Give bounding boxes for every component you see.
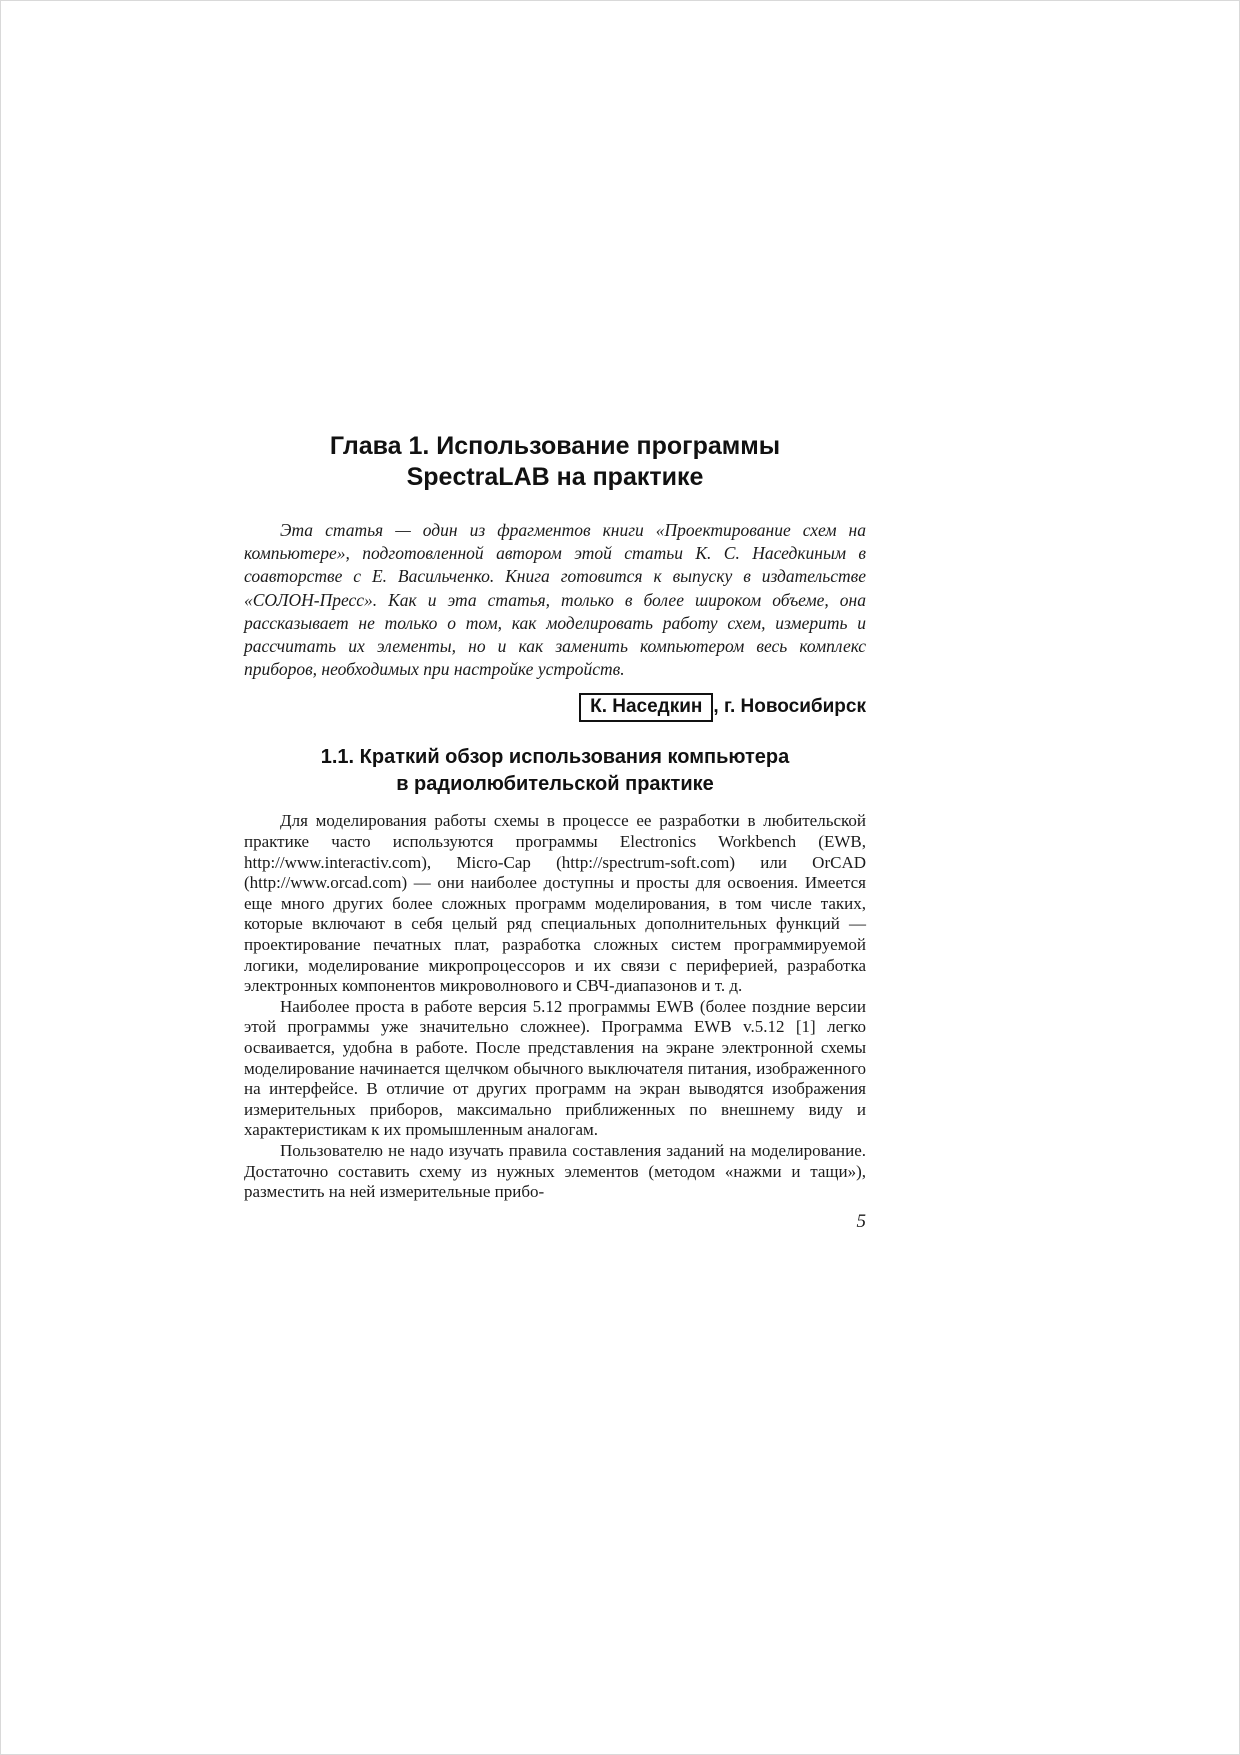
text-block bbox=[244, 1, 866, 1233]
body-text bbox=[244, 811, 866, 1202]
author-location: , г. Новосибирск bbox=[713, 696, 866, 718]
section-heading-line-2: в радиолюбительской практике bbox=[396, 773, 714, 796]
section-heading-line-1: 1.1. Краткий обзор использования компьютера bbox=[320, 746, 790, 769]
paragraph-3: Пользователю не надо изучать правила составления заданий на моделирование. Достаточно составить схему из нужных элементов (методом «нажми и тащи»), разместить на ней измерительные прибо- bbox=[244, 1140, 866, 1202]
paragraph-2: Наиболее проста в работе версия 5.12 программы EWB (более поздние версии этой программы уже значительно сложнее). Программа EWB v.5.12 [1] легко осваивается, удобна в работе. После представления на экране электронной схемы моделирование начинается щелчком обычного выключателя питания, изображенного на интерфейсе. В отличие от других программ на экран выводятся изображения измерительных приборов, максимально приближенных по внешнему виду и характеристикам к их промышленным аналогам. bbox=[244, 996, 866, 1140]
author-line bbox=[244, 693, 866, 722]
abstract-paragraph: Эта статья — один из фрагментов книги «Проектирование схем на компьютере», подготовленной автором этой статьи К. С. Наседкиным в соавторстве с Е. Васильченко. Книга готовится к выпуску в издательстве «СОЛОН-Пресс». Как и эта статья, только в более широком объеме, она рассказывает не только о том, как моделировать работу схем, измерить и рассчитать их элементы, но и как заменить компьютером весь комплекс приборов, необходимых при настройке устройств. bbox=[244, 520, 866, 680]
chapter-title-line-2: SpectraLAB на практике bbox=[406, 463, 704, 491]
section-heading bbox=[244, 744, 866, 798]
chapter-title bbox=[244, 431, 866, 493]
author-name-box: К. Наседкин bbox=[579, 693, 713, 722]
page-number: 5 bbox=[856, 1210, 866, 1232]
chapter-title-line-1: Глава 1. Использование программы bbox=[329, 432, 781, 460]
paragraph-1: Для моделирования работы схемы в процессе ее разработки в любительской практике часто используются программы Electronics Workbench (EWB, http://www.interactiv.com), Micro-Cap (http://spectrum-soft.com) или OrCAD (http://www.orcad.com) — они наиболее доступны и просты для освоения. Имеется еще много других более сложных программ моделирования, в том числе таких, которые включают в себя целый ряд специальных дополнительных функций — проектирование печатных плат, разработка сложных систем программируемой логики, моделирование микропроцессоров и их связи с периферией, разработка электронных компонентов микроволнового и СВЧ-диапазонов и т. д. bbox=[244, 811, 866, 996]
